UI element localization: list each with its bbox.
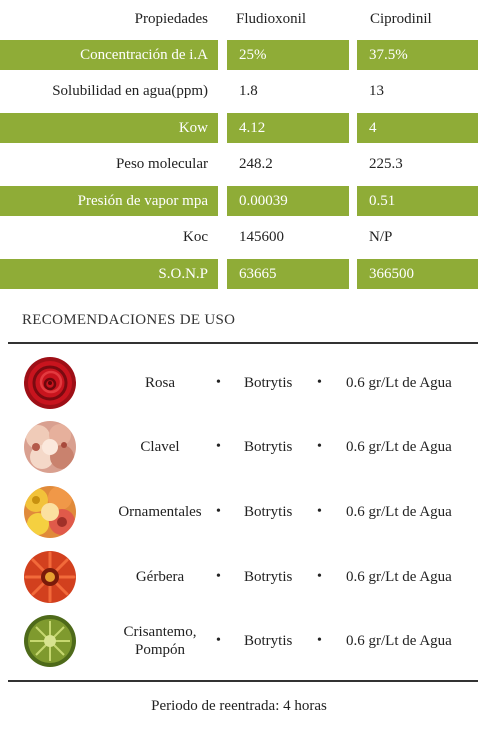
fludioxonil-value: 248.2 (239, 156, 273, 172)
header-fludioxonil: Fludioxonil (236, 11, 307, 27)
dose: 0.6 gr/Lt de Agua (346, 569, 452, 585)
dose: 0.6 gr/Lt de Agua (346, 504, 452, 520)
table-row (0, 113, 478, 143)
bullet: • (216, 439, 221, 454)
dose: 0.6 gr/Lt de Agua (346, 375, 452, 391)
row-label: Presión de vapor mpa (0, 186, 218, 216)
table-row (0, 259, 478, 289)
table-row (0, 222, 478, 252)
crop-name: Crisantemo, Pompón (123, 624, 197, 658)
bullet: • (216, 504, 221, 519)
list-item (0, 613, 478, 669)
header-ciprodinil: Ciprodinil (370, 11, 432, 27)
row-label: S.O.N.P (0, 259, 218, 289)
bullet: • (317, 569, 322, 584)
carnation-flower-icon (24, 421, 76, 473)
pest-name: Botrytis (244, 569, 293, 585)
rose-flower-icon (24, 357, 76, 409)
crop-name: Clavel (140, 439, 180, 455)
crop-name: Gérbera (135, 569, 185, 585)
dose: 0.6 gr/Lt de Agua (346, 633, 452, 649)
reentry-period: Periodo de reentrada: 4 horas (151, 698, 327, 714)
ciprodinil-value: 0.51 (357, 186, 478, 216)
top-divider (8, 342, 478, 344)
fludioxonil-value: 145600 (239, 229, 284, 245)
pest-name: Botrytis (244, 439, 293, 455)
crop-name: Rosa (145, 375, 175, 391)
crop-name: Ornamentales (118, 504, 202, 520)
bullet: • (216, 375, 221, 390)
list-item (0, 484, 478, 540)
row-label: Solubilidad en agua(ppm) (52, 83, 208, 99)
row-label: Kow (0, 113, 218, 143)
bullet: • (317, 439, 322, 454)
bullet: • (317, 375, 322, 390)
table-row (0, 149, 478, 179)
gerbera-flower-icon (24, 551, 76, 603)
ciprodinil-value: 37.5% (357, 40, 478, 70)
pest-name: Botrytis (244, 504, 293, 520)
list-item (0, 549, 478, 605)
fludioxonil-value: 25% (227, 40, 349, 70)
dose: 0.6 gr/Lt de Agua (346, 439, 452, 455)
bullet: • (216, 569, 221, 584)
fludioxonil-value: 63665 (227, 259, 349, 289)
fludioxonil-value: 0.00039 (227, 186, 349, 216)
chrysanthemum-flower-icon (24, 615, 76, 667)
table-row (0, 76, 478, 106)
bullet: • (317, 633, 322, 648)
pest-name: Botrytis (244, 633, 293, 649)
row-label: Concentración de i.A (0, 40, 218, 70)
ciprodinil-value: 366500 (357, 259, 478, 289)
ciprodinil-value: N/P (369, 229, 393, 245)
fludioxonil-value: 4.12 (227, 113, 349, 143)
bottom-divider (8, 680, 478, 682)
row-label: Peso molecular (115, 156, 208, 172)
ciprodinil-value: 225.3 (369, 156, 403, 172)
table-row (0, 186, 478, 216)
fludioxonil-value: 1.8 (239, 83, 258, 99)
pest-name: Botrytis (244, 375, 293, 391)
row-label: Koc (183, 229, 208, 245)
list-item (0, 355, 478, 411)
recommendations-title: RECOMENDACIONES DE USO (22, 312, 236, 328)
bullet: • (216, 633, 221, 648)
ciprodinil-value: 13 (369, 83, 384, 99)
header-propiedades: Propiedades (134, 11, 208, 27)
ornamental-flowers-icon (24, 486, 76, 538)
bullet: • (317, 504, 322, 519)
list-item (0, 419, 478, 475)
table-row (0, 40, 478, 70)
ciprodinil-value: 4 (357, 113, 478, 143)
